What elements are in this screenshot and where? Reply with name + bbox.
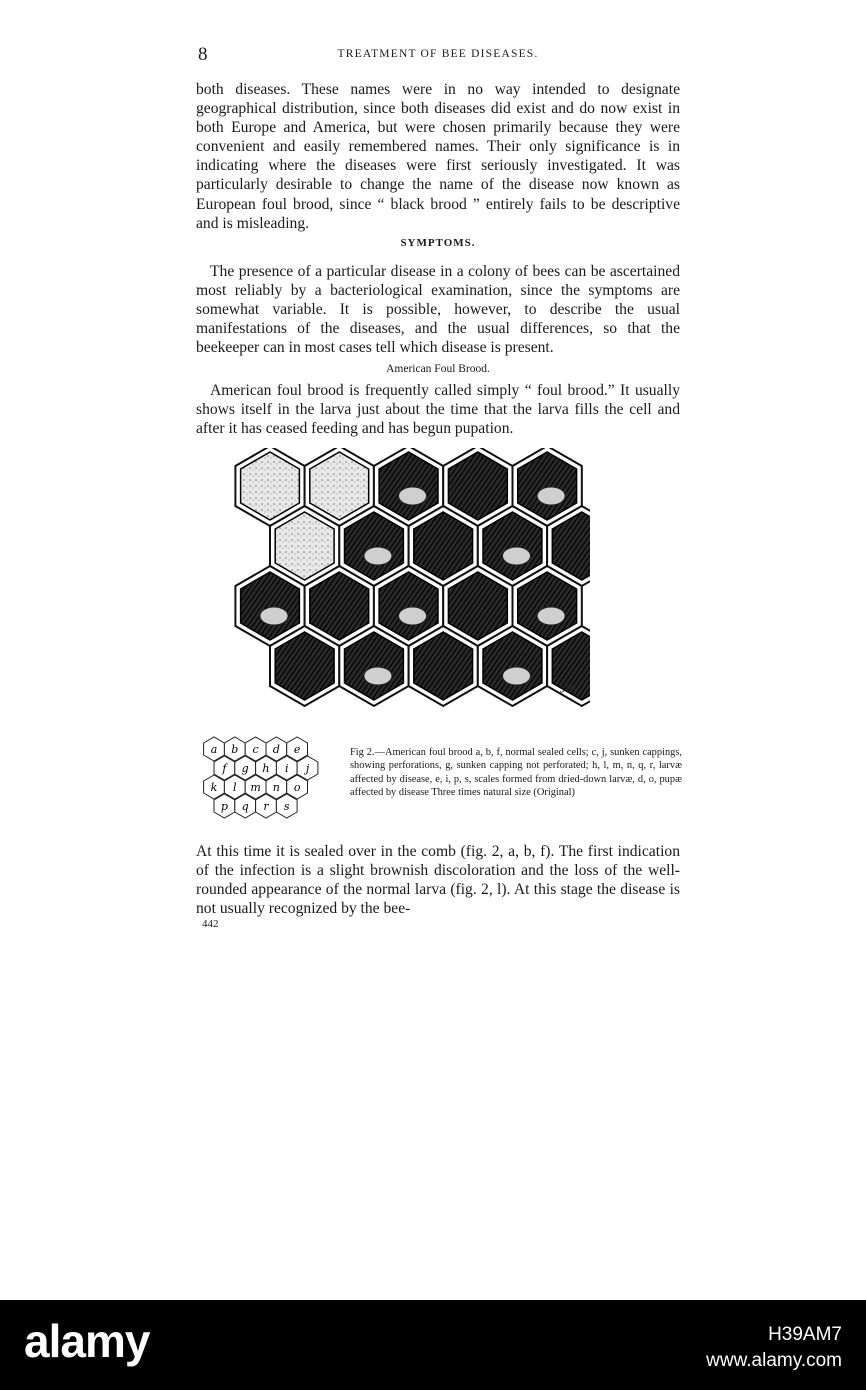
figure-legend-diagram — [194, 733, 344, 833]
paragraph-continued — [196, 842, 680, 918]
legend-letter: r — [263, 800, 269, 813]
paragraph-4: At this time it is sealed over in the comb (fig. 2, a, b, f). The first indication of the infection is a slight brownish discoloration and the loss of the well-rounded appearance of the normal larva (fig. 2, l). At this stage the disease is not usually recognized by the bee- — [196, 843, 680, 918]
section-heading: SYMPTOMS. — [400, 237, 476, 249]
svg-text:Jdr: Jdr — [562, 680, 579, 693]
legend-letter: d — [272, 743, 280, 756]
larva — [260, 607, 288, 625]
section-heading-block — [196, 237, 680, 249]
larva — [537, 487, 565, 505]
larva — [399, 607, 427, 625]
paragraph-symptoms — [196, 262, 680, 357]
legend-letter: f — [222, 762, 227, 775]
larva — [364, 547, 392, 565]
legend-letter: c — [252, 743, 259, 756]
larva — [399, 487, 427, 505]
paragraph-2: The presence of a particular disease in a colony of bees can be ascertained most reliably by a bacteriological examination, since the symptoms are somewhat variable. It is possible, however, to describe the usual manifestations of the diseases, and the usual differences, so that the beekeeper can in most cases tell which disease is present. — [196, 263, 680, 357]
legend-letter: o — [293, 781, 301, 794]
legend-letter: m — [250, 781, 261, 794]
larva — [364, 667, 392, 685]
larva — [502, 547, 530, 565]
legend-letter: h — [262, 762, 270, 775]
paragraph-1: both diseases. These names were in no way intended to designate geographical distribution, since both diseases did exist and do now exist in both Europe and America, but were chosen primarily because they were convenient and easily remembered names. Their only significance is in indicating where the diseases were first seriously investigated. It was particularly desirable to change the name of the disease now known as European foul brood, since “ black brood ” entirely fails to be descriptive and is misleading. — [196, 81, 680, 232]
folio: 442 — [202, 918, 219, 930]
page-header — [196, 44, 680, 68]
legend-letter: b — [231, 743, 239, 756]
legend-letter: s — [283, 800, 290, 813]
legend-letter: i — [284, 762, 289, 775]
legend-letter: n — [272, 781, 280, 794]
larva — [537, 607, 565, 625]
image-id: H39AM7 — [768, 1324, 842, 1345]
image-id-block — [706, 1322, 842, 1374]
brand-logo: alamy — [24, 1315, 150, 1367]
legend-letter: k — [210, 781, 218, 794]
legend-letter: j — [305, 762, 310, 775]
paragraph-intro — [196, 80, 680, 233]
paragraph-afb — [196, 381, 680, 438]
paragraph-3: American foul brood is frequently called simply “ foul brood.” It usually shows itself in the larva just about the time that the larva fills the cell and after it has ceased feeding and has begun pupation. — [196, 382, 680, 438]
larva — [502, 667, 530, 685]
running-head: TREATMENT OF BEE DISEASES. — [337, 48, 539, 60]
legend-letter: p — [220, 800, 228, 813]
page-number: 8 — [198, 44, 208, 65]
watermark-banner — [0, 1300, 866, 1390]
legend-letter: a — [210, 743, 218, 756]
subheading: American Foul Brood. — [386, 363, 490, 375]
figure-caption: Fig 2.—American foul brood a, b, f, normal sealed cells; c, j, sunken cappings, showing perforations, g, sunken capping not perforated; h, l, m, n, q, r, larvæ affected by disease, e, i, p, s, scales formed from dried-down larvæ, d, o, pupæ affected by disease Three times natural size (Original) — [350, 747, 682, 799]
site-url: www.alamy.com — [706, 1350, 842, 1371]
legend-letter: g — [241, 762, 249, 775]
subheading-block — [196, 363, 680, 375]
legend-letter: l — [233, 781, 237, 794]
honeycomb-illustration — [230, 448, 590, 718]
legend-letter: q — [241, 800, 249, 813]
legend-letter: e — [293, 743, 301, 756]
